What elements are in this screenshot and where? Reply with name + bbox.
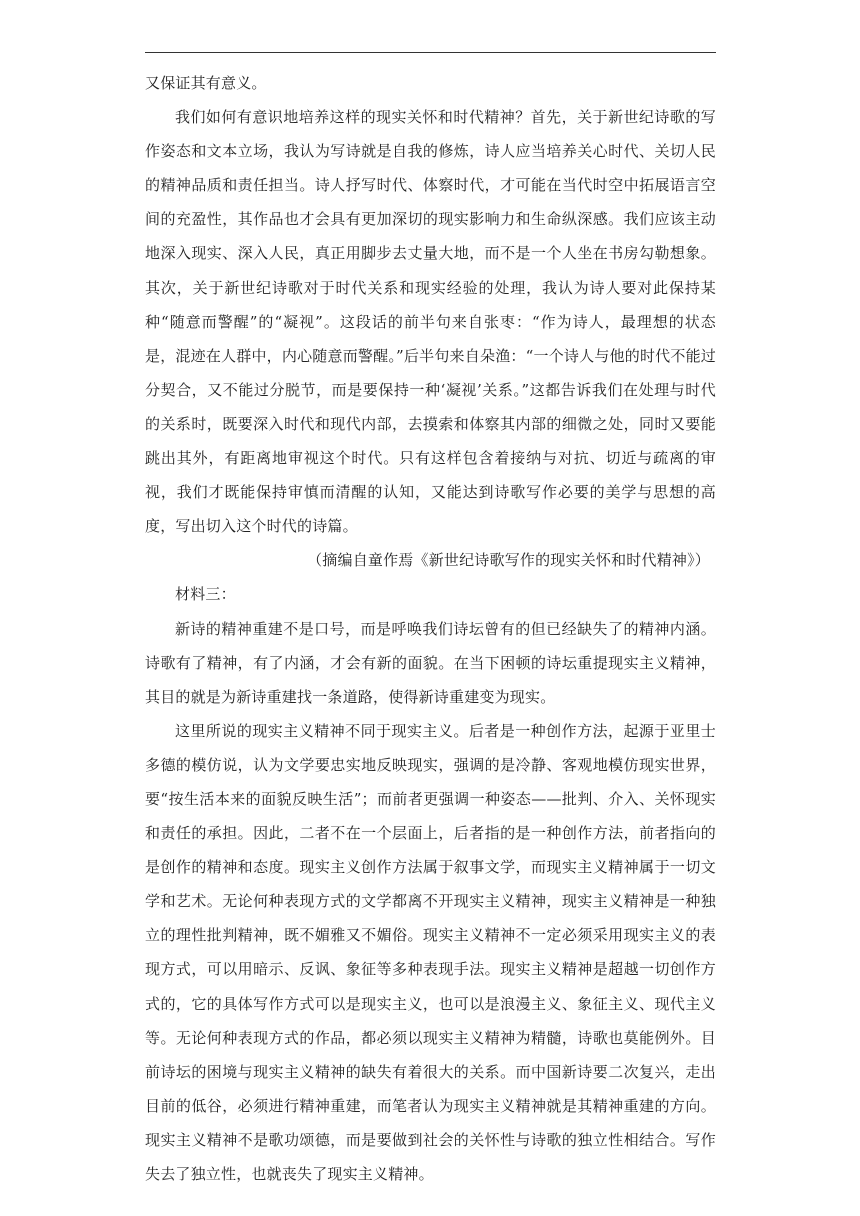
article-body [145,66,716,1191]
header-rule [145,52,716,53]
material-heading: 材料三： [175,585,236,604]
paragraph-realism: 这里所说的现实主义精神不同于现实主义。后者是一种创作方法，起源于亚里士多德的模仿说，认为文学要忠实地反映现实，强调的是冷静、客观地模仿现实世界，要“按生活本来的面貌反映生活”；而前者更强调一种姿态——批判、介入、关怀现实和责任的承担。因此，二者不在一个层面上，后者指的是一种创作方法，前者指向的是创作的精神和态度。现实主义创作方法属于叙事文学，而现实主义精神属于一切文学和艺术。无论何种表现方式的文学都离不开现实主义精神，现实主义精神是一种独立的理性批判精神，既不媚雅又不媚俗。现实主义精神不一定必须采用现实主义的表现方式，可以用暗示、反讽、象征等多种表现手法。现实主义精神是超越一切创作方式的，它的具体写作方式可以是现实主义，也可以是浪漫主义、象征主义、现代主义等。无论何种表现方式的作品，都必须以现实主义精神为精髓，诗歌也莫能例外。目前诗坛的困境与现实主义精神的缺失有着很大的关系。而中国新诗要二次复兴，走出目前的低谷，必须进行精神重建，而笔者认为现实主义精神就是其精神重建的方向。现实主义精神不是歌功颂德，而是要做到社会的关怀性与诗歌的独立性相结合。写作失去了独立性，也就丧失了现实主义精神。 [145,721,716,1183]
paragraph-spirit-rebuild: 新诗的精神重建不是口号，而是呼唤我们诗坛曾有的但已经缺失了的精神内涵。诗歌有了精神，有了内涵，才会有新的面貌。在当下困顿的诗坛重提现实主义精神，其目的就是为新诗重建找一条道路，使得新诗重建变为现实。 [145,619,716,706]
paragraph-continuation: 又保证其有意义。 [145,74,267,92]
paragraph-modern-poetry: 我们如何有意识地培养这样的现实关怀和时代精神？首先，关于新世纪诗歌的写作姿态和文本立场，我认为写诗就是自我的修炼，诗人应当培养关心时代、关切人民的精神品质和责任担当。诗人抒写时代、体察时代，才可能在当代时空中拓展语言空间的充盈性，其作品也才会具有更加深切的现实影响力和生命纵深感。我们应该主动地深入现实、深入人民，真正用脚步去丈量大地，而不是一个人坐在书房勾勒想象。其次，关于新世纪诗歌对于时代关系和现实经验的处理，我认为诗人要对此保持某种“随意而警醒”的“凝视”。这段话的前半句来自张枣：“作为诗人，最理想的状态是，混迹在人群中，内心随意而警醒。”后半句来自朵渔：“一个诗人与他的时代不能过分契合，又不能过分脱节，而是要保持一种‘凝视’关系。”这都告诉我们在处理与时代的关系时，既要深入时代和现代内部，去摸索和体察其内部的细微之处，同时又要能跳出其外，有距离地审视这个时代。只有这样包含着接纳与对抗、切近与疏离的审视，我们才既能保持审慎而清醒的认知，又能达到诗歌写作必要的美学与思想的高度，写出切入这个时代的诗篇。 [145,108,716,536]
source-citation: （摘编自童作焉《新世纪诗歌写作的现实关怀和时代精神》） [307,551,710,570]
